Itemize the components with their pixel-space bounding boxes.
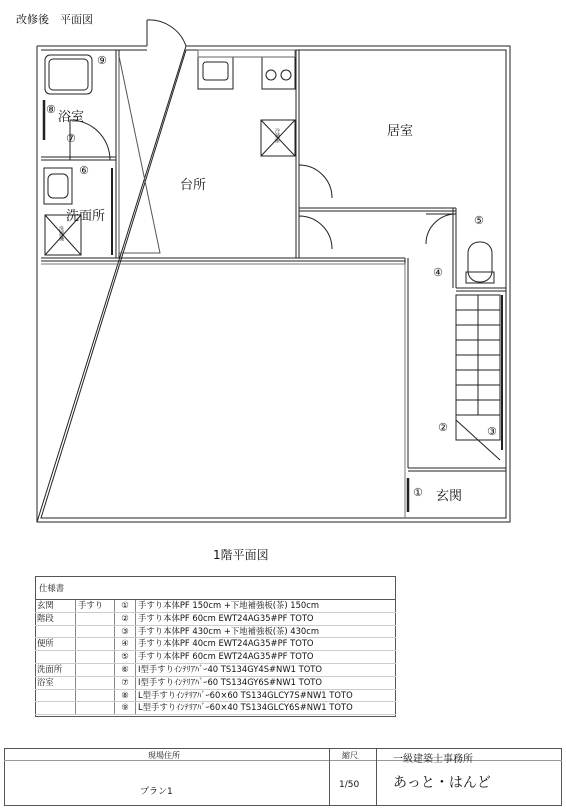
room-living: 居室 — [387, 124, 414, 139]
spec-no: ② — [115, 612, 136, 625]
spec-desc: L型手すりｲﾝﾃﾘｱﾊﾞｰ60×40 TS134GLCY6S#NW1 TOTO — [136, 702, 397, 715]
office-label: 一級建築士事務所 — [393, 754, 473, 765]
office-name: あっと・はんど — [393, 775, 491, 791]
scale-value: 1/50 — [339, 780, 360, 790]
spec-category — [76, 663, 115, 676]
toilet-door — [426, 214, 456, 244]
room-kitchen: 台所 — [180, 178, 207, 193]
spec-desc: I型手すりｲﾝﾃﾘｱﾊﾞｰ40 TS134GY4S#NW1 TOTO — [136, 663, 397, 676]
spec-title: 仕様書 — [39, 583, 65, 593]
page-title: 改修後 平面図 — [16, 13, 93, 26]
room-entrance: 玄関 — [436, 489, 463, 504]
plan-caption: 1階平面図 — [213, 548, 269, 562]
spec-no: ⑥ — [115, 663, 136, 676]
spec-category — [76, 612, 115, 625]
spec-no: ⑤ — [115, 651, 136, 664]
marker-5: ⑤ — [474, 214, 484, 227]
spec-table — [35, 600, 396, 715]
scale-label: 縮尺 — [342, 751, 358, 760]
bath-door — [70, 120, 110, 160]
spec-row — [35, 600, 396, 612]
spec-category: 手すり — [76, 600, 115, 612]
marker-3: ③ — [487, 425, 497, 438]
wall-toilet-west — [453, 208, 456, 288]
spec-no: ⑨ — [115, 702, 136, 715]
spec-desc: 手すり本体PF 60cm EWT24AG35#PF TOTO — [136, 651, 397, 664]
site-label: 現場住所 — [148, 751, 180, 760]
spec-location — [35, 689, 76, 702]
spec-category — [76, 638, 115, 651]
marker-9: ⑨ — [97, 54, 107, 67]
marker-7: ⑦ — [66, 132, 76, 145]
spec-desc: L型手すりｲﾝﾃﾘｱﾊﾞｰ60×60 TS134GLCY7S#NW1 TOTO — [136, 689, 397, 702]
spec-category — [76, 625, 115, 638]
spec-desc: 手すり本体PF 40cm EWT24AG35#PF TOTO — [136, 638, 397, 651]
spec-location: 階段 — [35, 612, 76, 625]
spec-row — [35, 625, 396, 638]
spec-location: 洗面所 — [35, 663, 76, 676]
wall-bath-wash — [41, 157, 116, 160]
spec-location: 浴室 — [35, 676, 76, 689]
spec-location — [35, 625, 76, 638]
spec-category — [76, 689, 115, 702]
marker-2: ② — [438, 421, 448, 434]
spec-category — [76, 676, 115, 689]
spec-row — [35, 663, 396, 676]
spec-desc: 手すり本体PF 60cm EWT24AG35#PF TOTO — [136, 612, 397, 625]
marker-4: ④ — [433, 266, 443, 279]
wall-main-north — [41, 258, 405, 261]
fridge-label: 冷蔵庫 — [274, 128, 280, 143]
spec-row — [35, 676, 396, 689]
marker-1: ① — [413, 486, 423, 499]
marker-6: ⑥ — [79, 164, 89, 177]
washer-label: 洗濯機 — [58, 226, 64, 241]
spec-no: ⑧ — [115, 689, 136, 702]
spec-desc: 手すり本体PF 430cm +下地補強板(茶) 430cm — [136, 625, 397, 638]
living-door — [299, 165, 332, 198]
outer-wall — [37, 46, 510, 522]
wall-entrance — [408, 468, 506, 471]
wall-toilet-south — [456, 288, 506, 291]
plan-name: プラン1 — [140, 787, 173, 797]
entry-door — [147, 20, 186, 46]
spec-category — [76, 702, 115, 715]
toilet — [468, 242, 492, 282]
spec-row — [35, 638, 396, 651]
wall-living-south — [299, 208, 456, 211]
spec-row — [35, 651, 396, 664]
spec-location — [35, 702, 76, 715]
spec-no: ⑦ — [115, 676, 136, 689]
room-washroom: 洗面所 — [66, 209, 106, 224]
spec-row — [35, 612, 396, 625]
spec-category — [76, 651, 115, 664]
spec-desc: I型手すりｲﾝﾃﾘｱﾊﾞｰ60 TS134GY6S#NW1 TOTO — [136, 676, 397, 689]
spec-location: 玄関 — [35, 600, 76, 612]
spec-row — [35, 702, 396, 715]
spec-no: ③ — [115, 625, 136, 638]
spec-no: ④ — [115, 638, 136, 651]
marker-8: ⑧ — [46, 103, 56, 116]
spec-desc: 手すり本体PF 150cm +下地補強板(茶) 150cm — [136, 600, 397, 612]
spec-location — [35, 651, 76, 664]
spec-no: ① — [115, 600, 136, 612]
room-bath: 浴室 — [58, 110, 85, 125]
hall-door — [299, 216, 332, 249]
spec-row — [35, 689, 396, 702]
bathtub — [45, 55, 92, 94]
spec-location: 便所 — [35, 638, 76, 651]
